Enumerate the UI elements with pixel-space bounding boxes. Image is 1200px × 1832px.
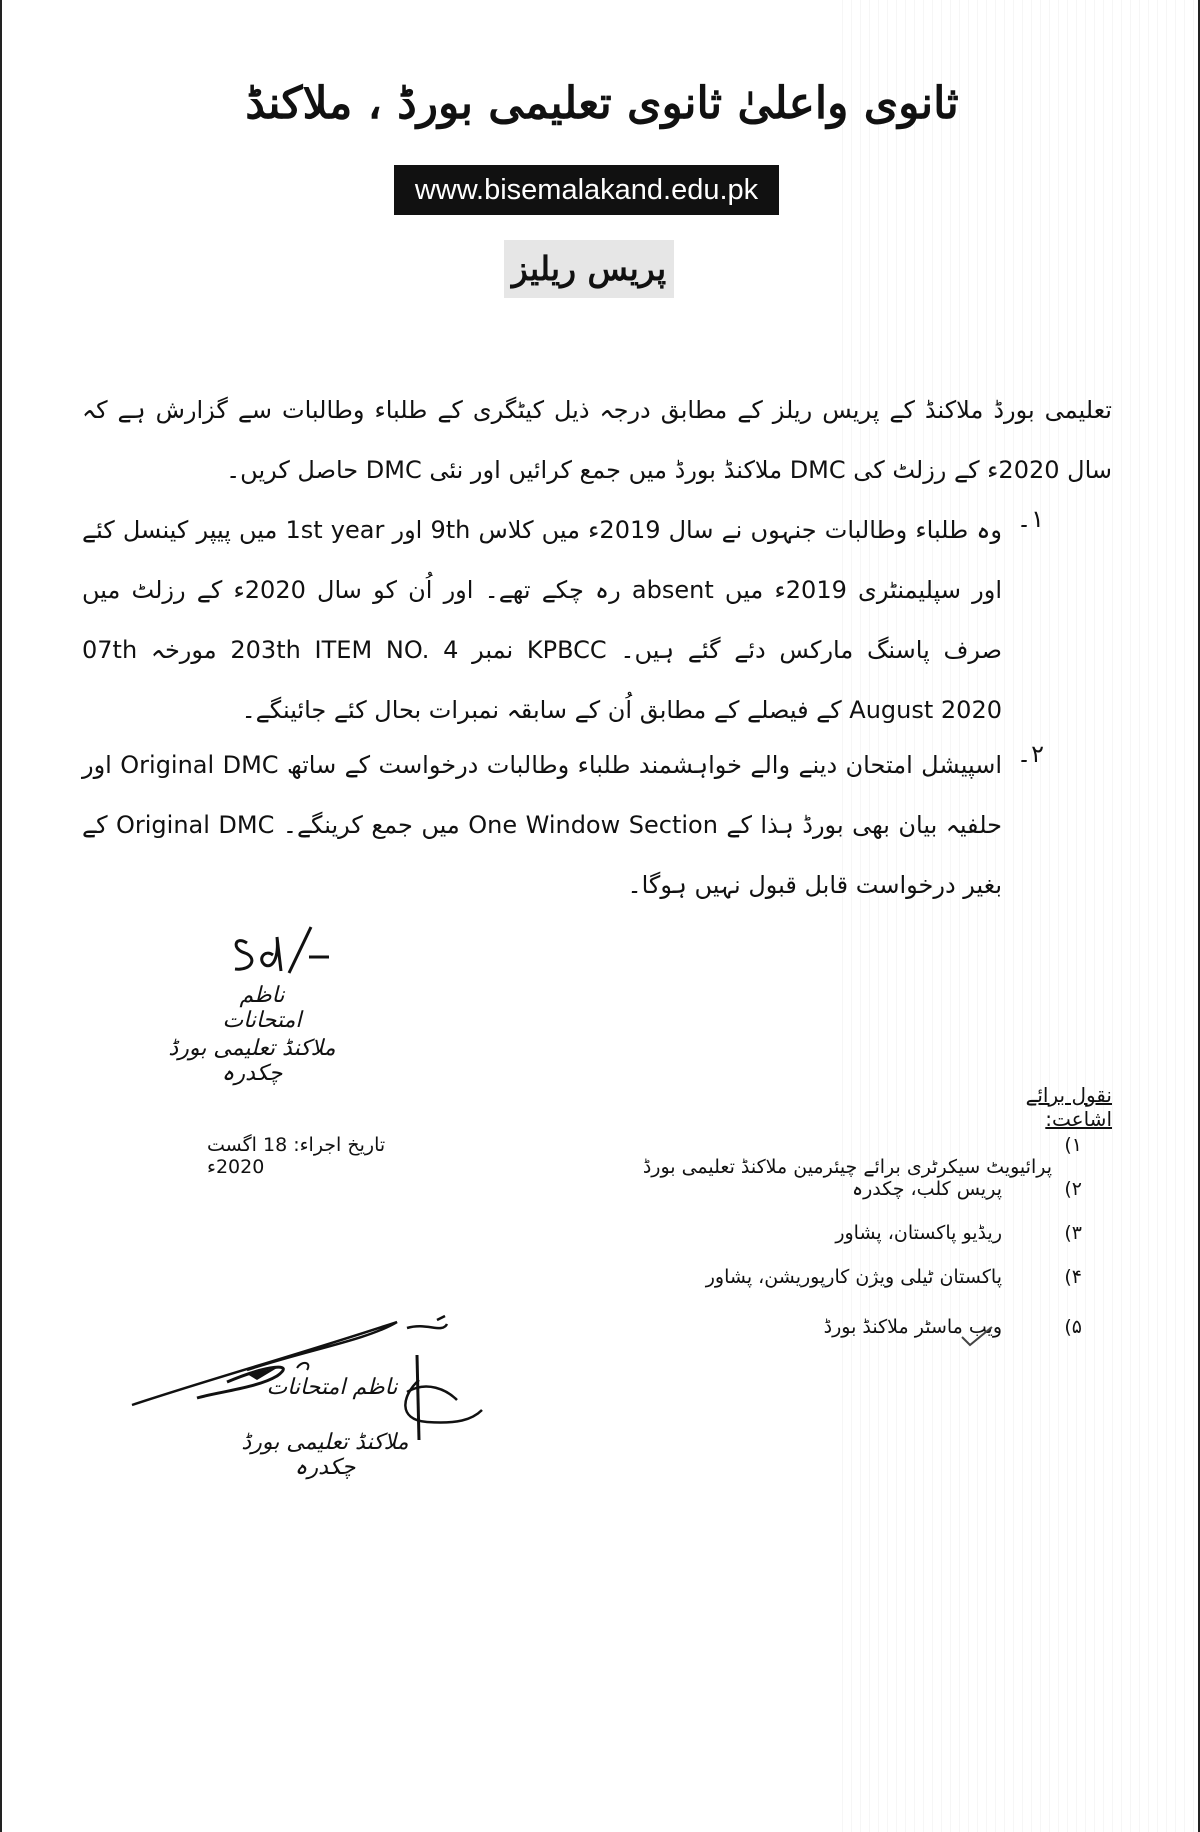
copy-item-text: ریڈیو پاکستان، پشاور [835,1222,1002,1244]
copies-heading: نقول برائے اشاعت: [1025,1083,1112,1131]
item2-number: ۲۔ [1017,740,1044,768]
copy-item-text: پرائیویٹ سیکرٹری برائے چیئرمین ملاکنڈ تعلیمی بورڈ [642,1156,1052,1178]
copy-item-number: ۳) [1064,1222,1082,1244]
website-banner: www.bisemalakand.edu.pk [394,165,779,215]
board-title: ثانوی واعلیٰ ثانوی تعلیمی بورڈ ، ملاکنڈ [245,78,959,129]
copy-item-number: ۴) [1064,1266,1082,1288]
copy-item-number: ۱) [1064,1134,1082,1156]
copy-item-text: پریس کلب، چکدرہ [851,1178,1002,1200]
copy-item-number: ۵) [1064,1316,1082,1338]
signature1-title: ناظم امتحانات [222,983,302,1033]
copy-item-5 [622,1316,1082,1350]
copy-item-4 [622,1266,1082,1300]
copy-item-3 [622,1222,1082,1256]
copy-item-text: ویب ماسٹر ملاکنڈ بورڈ [823,1316,1002,1338]
copy-item-2 [622,1178,1082,1212]
signature2-office: ملاکنڈ تعلیمی بورڈ چکدرہ [241,1430,409,1480]
item1-number: ۱۔ [1017,505,1044,533]
issue-date: تاریخ اجراء: 18 اگست 2020ء [207,1134,386,1178]
sd-signature-mark [227,915,347,985]
copy-item-number: ۲) [1064,1178,1082,1200]
press-release-heading: پریس ریلیز [504,240,674,298]
item1-paragraph: وہ طلباء وطالبات جنہوں نے سال 2019ء میں کلاس 9th اور 1st year میں پیپر کینسل کئے اور سپلیمنٹری 2019ء میں absent رہ چکے تھے۔ اور اُن کو سال 2020ء کے رزلٹ میں صرف پاسنگ مارکس دئے گئے ہیں۔ KPBCC نمبر 203th ITEM NO. 4 مورخہ 07th August 2020 کے فیصلے کے مطابق اُن کے سابقہ نمبرات بحال کئے جائینگے۔ [82,516,1003,724]
intro-paragraph: تعلیمی بورڈ ملاکنڈ کے پریس ریلز کے مطابق درجہ ذیل کیٹگری کے طلباء وطالبات سے گزارش ہے کہ سال 2020ء کے رزلٹ کی DMC ملاکنڈ بورڈ میں جمع کرائیں اور نئی DMC حاصل کریں۔ [82,396,1112,484]
item2-paragraph: اسپیشل امتحان دینے والے خواہشمند طلباء وطالبات درخواست کے ساتھ Original DMC اور حلفیہ بیان بھی بورڈ ہذا کے One Window Section میں جمع کرینگے۔ Original DMC کے بغیر درخواست قابل قبول نہیں ہوگا۔ [82,751,1002,899]
signature1-office: ملاکنڈ تعلیمی بورڈ چکدرہ [168,1036,336,1086]
copy-item-text: پاکستان ٹیلی ویژن کارپوریشن، پشاور [705,1266,1002,1288]
tick-mark-icon [960,1325,994,1349]
signature2-title: ناظم امتحانات [266,1375,398,1400]
copy-item-1 [622,1134,1082,1178]
